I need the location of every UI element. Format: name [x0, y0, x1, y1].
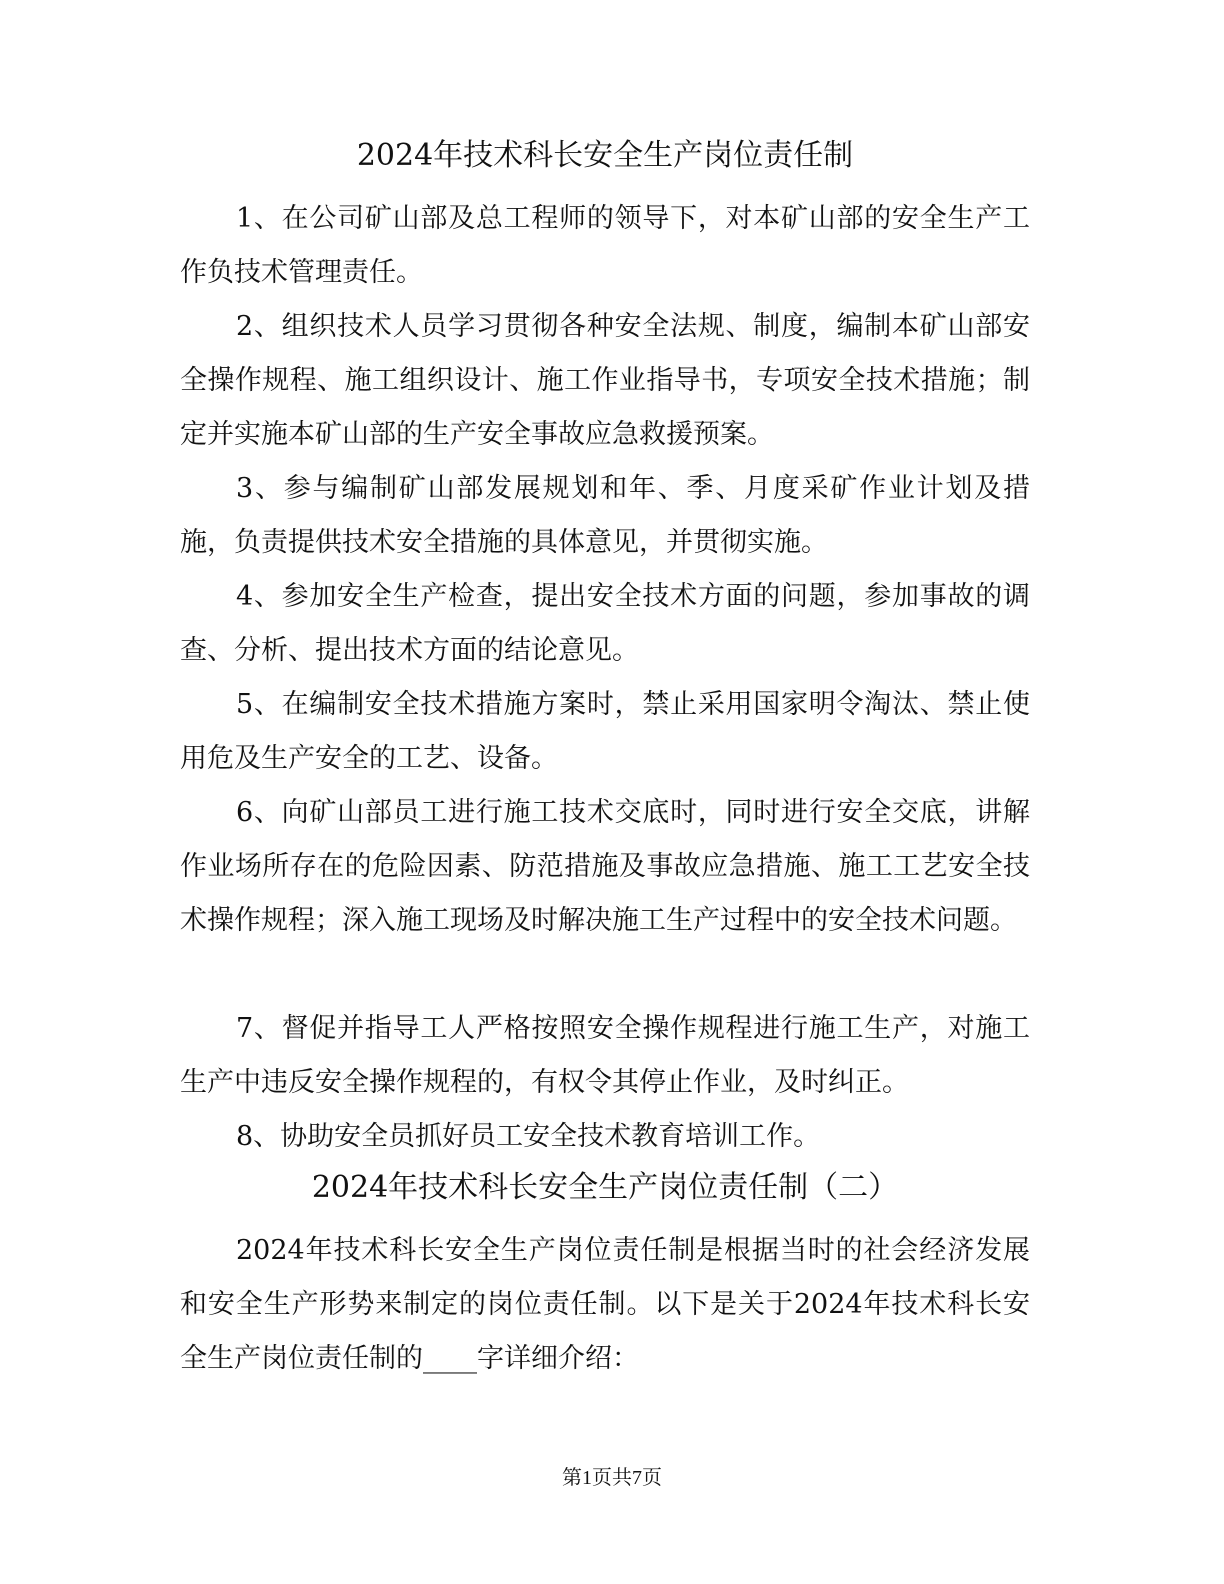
page-number: 第1页共7页 — [562, 1467, 662, 1489]
document-title: 2024年技术科长安全生产岗位责任制 — [356, 138, 854, 173]
paragraph-5: 5、在编制安全技术措施方案时，禁止采用国家明令淘汰、禁止使用危及生产安全的工艺、设备。 — [180, 689, 1030, 774]
section-2-title: 2024年技术科长安全生产岗位责任制（二） — [311, 1170, 899, 1205]
paragraph-2: 2、组织技术人员学习贯彻各种安全法规、制度，编制本矿山部安全操作规程、施工组织设计、施工作业指导书，专项安全技术措施；制定并实施本矿山部的生产安全事故应急救援预案。 — [180, 311, 1030, 450]
paragraph-6: 6、向矿山部员工进行施工技术交底时，同时进行安全交底，讲解作业场所存在的危险因素、防范措施及事故应急措施、施工工艺安全技术操作规程；深入施工现场及时解决施工生产过程中的安全技术问题。 — [180, 797, 1030, 936]
paragraph-3: 3、参与编制矿山部发展规划和年、季、月度采矿作业计划及措施，负责提供技术安全措施的具体意见，并贯彻实施。 — [180, 473, 1030, 558]
paragraph-4: 4、参加安全生产检查，提出安全技术方面的问题，参加事故的调查、分析、提出技术方面的结论意见。 — [180, 581, 1030, 666]
paragraph-7: 7、督促并指导工人严格按照安全操作规程进行施工生产，对施工生产中违反安全操作规程的，有权令其停止作业，及时纠正。 — [180, 1013, 1030, 1098]
paragraph-8: 8、协助安全员抓好员工安全技术教育培训工作。 — [236, 1121, 821, 1152]
section-2-intro: 2024年技术科长安全生产岗位责任制是根据当时的社会经济发展和安全生产形势来制定的岗位责任制。以下是关于2024年技术科长安全生产岗位责任制的____字详细介绍： — [180, 1235, 1030, 1374]
paragraph-1: 1、在公司矿山部及总工程师的领导下，对本矿山部的安全生产工作负技术管理责任。 — [180, 203, 1030, 288]
